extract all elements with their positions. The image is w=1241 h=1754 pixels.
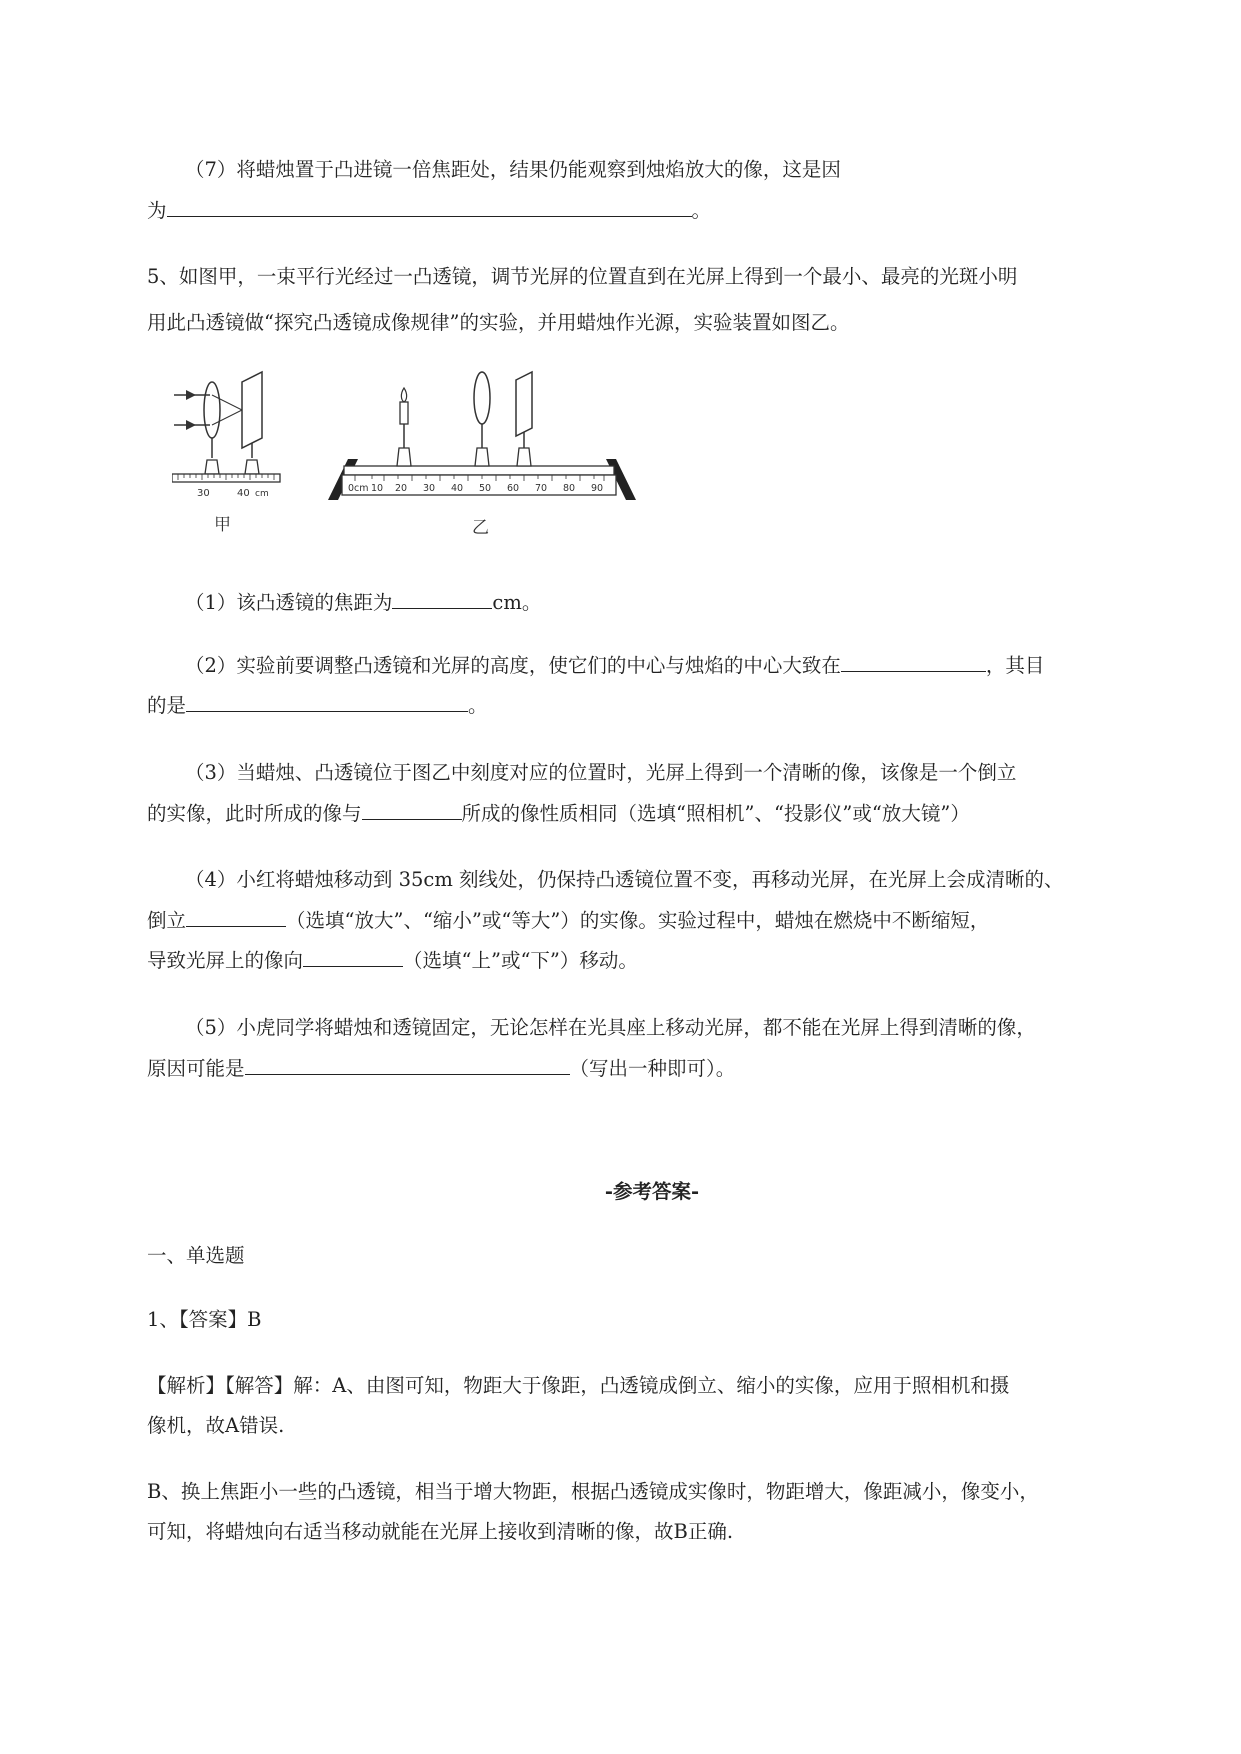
sub2-text: （2）实验前要调整凸透镜和光屏的高度，使它们的中心与烛焰的中心大致在	[185, 654, 841, 677]
sub4-text-c: （选填“放大”、“缩小”或“等大”）的实像。实验过程中，蜡烛在燃烧中不断缩短，	[286, 909, 990, 932]
answer-q1: 1、【答案】B	[147, 1308, 262, 1331]
arrow-head-icon	[186, 420, 196, 430]
holder-base	[397, 448, 411, 466]
figure-jia	[172, 372, 280, 535]
sub1-text: （1）该凸透镜的焦距为	[185, 591, 393, 614]
tick-label-yi: 30	[423, 483, 436, 494]
convex-lens-yi	[474, 372, 490, 466]
optics-figure-svg	[172, 370, 684, 544]
convex-lens-jia	[204, 382, 220, 438]
answer-blank[interactable]	[245, 1048, 570, 1075]
analysis-line4: 可知，将蜡烛向右适当移动就能在光屏上接收到清晰的像，故B正确.	[147, 1520, 734, 1543]
answers-heading: -参考答案-	[604, 1180, 700, 1203]
answer-blank[interactable]	[841, 645, 986, 672]
sub4-line1: （4）小红将蜡烛移动到 35cm 刻线处，仍保持凸透镜位置不变，再移动光屏，在光屏上会成清晰的、	[185, 868, 1064, 891]
light-screen-jia	[242, 372, 262, 448]
figure-yi	[328, 372, 636, 538]
answers-section-title: 一、单选题	[147, 1244, 245, 1267]
figure-label-yi: 乙	[472, 518, 489, 538]
holder-base	[205, 460, 219, 474]
tick-label-yi: 10	[371, 483, 384, 494]
sub1-unit: cm。	[492, 591, 542, 614]
sub4-line3	[147, 940, 1157, 981]
figure-label-jia: 甲	[214, 515, 231, 535]
sub5-text-b: 原因可能是	[147, 1057, 245, 1080]
answer-blank[interactable]	[186, 685, 468, 712]
q4-7-end: 。	[691, 199, 712, 222]
sub2-line1	[147, 645, 1157, 686]
candle-body	[400, 402, 408, 424]
answer-blank[interactable]	[392, 582, 492, 609]
holder-base	[517, 448, 531, 466]
answer-blank[interactable]	[186, 900, 286, 927]
tick-label-jia: 30	[197, 488, 210, 499]
sub3-text-c: 所成的像性质相同（选填“照相机”、“投影仪”或“放大镜”）	[461, 802, 970, 825]
sub5-text-c: （写出一种即可）。	[569, 1057, 736, 1080]
sub4-text-d: 导致光屏上的像向	[147, 949, 304, 972]
answer-blank[interactable]	[362, 793, 462, 820]
tick-label-jia: cm	[255, 489, 269, 499]
screen-icon	[516, 372, 532, 436]
candle	[397, 388, 411, 466]
converging-ray	[212, 395, 242, 410]
sub3-text-b: 的实像，此时所成的像与	[147, 802, 362, 825]
answer-blank[interactable]	[167, 190, 692, 217]
sub2-text-b: ，其目	[985, 654, 1045, 677]
sub2-text-c: 的是	[147, 694, 187, 717]
tick-label-yi: 50	[479, 483, 492, 494]
converging-ray	[212, 410, 242, 425]
sub1-line	[147, 582, 1157, 623]
sub3-line2	[147, 793, 1157, 834]
q4-7-prefix: 为	[147, 199, 167, 222]
q4-7-line2	[147, 190, 1157, 231]
q5-line2: 用此凸透镜做“探究凸透镜成像规律”的实验，并用蜡烛作光源，实验装置如图乙。	[147, 311, 850, 334]
analysis-line2: 像机，故A错误.	[147, 1414, 285, 1437]
analysis-line3: B、换上焦距小一些的凸透镜，相当于增大物距，根据凸透镜成实像时，物距增大，像距减小，像变小，	[147, 1480, 1039, 1503]
sub4-text-b: 倒立	[147, 909, 187, 932]
analysis-line1: 【解析】【解答】解：A、由图可知，物距大于像距，凸透镜成倒立、缩小的实像，应用于照相机和摄	[147, 1374, 1010, 1397]
lens-icon	[474, 372, 490, 424]
sub3-line1: （3）当蜡烛、凸透镜位于图乙中刻度对应的位置时，光屏上得到一个清晰的像，该像是一个倒立	[185, 761, 1017, 784]
tick-label-yi: 70	[535, 483, 548, 494]
q4-7-line1	[147, 150, 1157, 190]
tick-label-yi: 20	[395, 483, 408, 494]
sub4-text-e: （选填“上”或“下”）移动。	[403, 949, 638, 972]
sub5-line1: （5）小虎同学将蜡烛和透镜固定，无论怎样在光具座上移动光屏，都不能在光屏上得到清晰的像，	[185, 1016, 1036, 1039]
tick-label-yi: 80	[563, 483, 576, 494]
tick-label-yi: 40	[451, 483, 464, 494]
sub5-line2	[147, 1048, 1157, 1089]
light-screen-yi	[516, 372, 532, 466]
optics-figure	[172, 370, 684, 544]
tick-label-jia: 40	[237, 488, 250, 499]
q5-line1: 5、如图甲，一束平行光经过一凸透镜，调节光屏的位置直到在光屏上得到一个最小、最亮的光斑小明	[147, 265, 1018, 288]
sub2-end: 。	[468, 694, 488, 717]
tick-label-yi: 0cm	[348, 483, 369, 494]
tick-label-yi: 60	[507, 483, 520, 494]
sub2-line2	[147, 685, 1157, 726]
holder-base	[245, 460, 259, 474]
answer-blank[interactable]	[303, 940, 403, 967]
q4-7-text: （7）将蜡烛置于凸进镜一倍焦距处，结果仍能观察到烛焰放大的像，这是因	[185, 158, 841, 181]
arrow-head-icon	[186, 390, 196, 400]
holder-base	[475, 448, 489, 466]
flame-icon	[401, 388, 406, 402]
tick-label-yi: 90	[591, 483, 604, 494]
sub4-line2	[147, 900, 1157, 941]
optical-bench-rail	[344, 466, 614, 475]
